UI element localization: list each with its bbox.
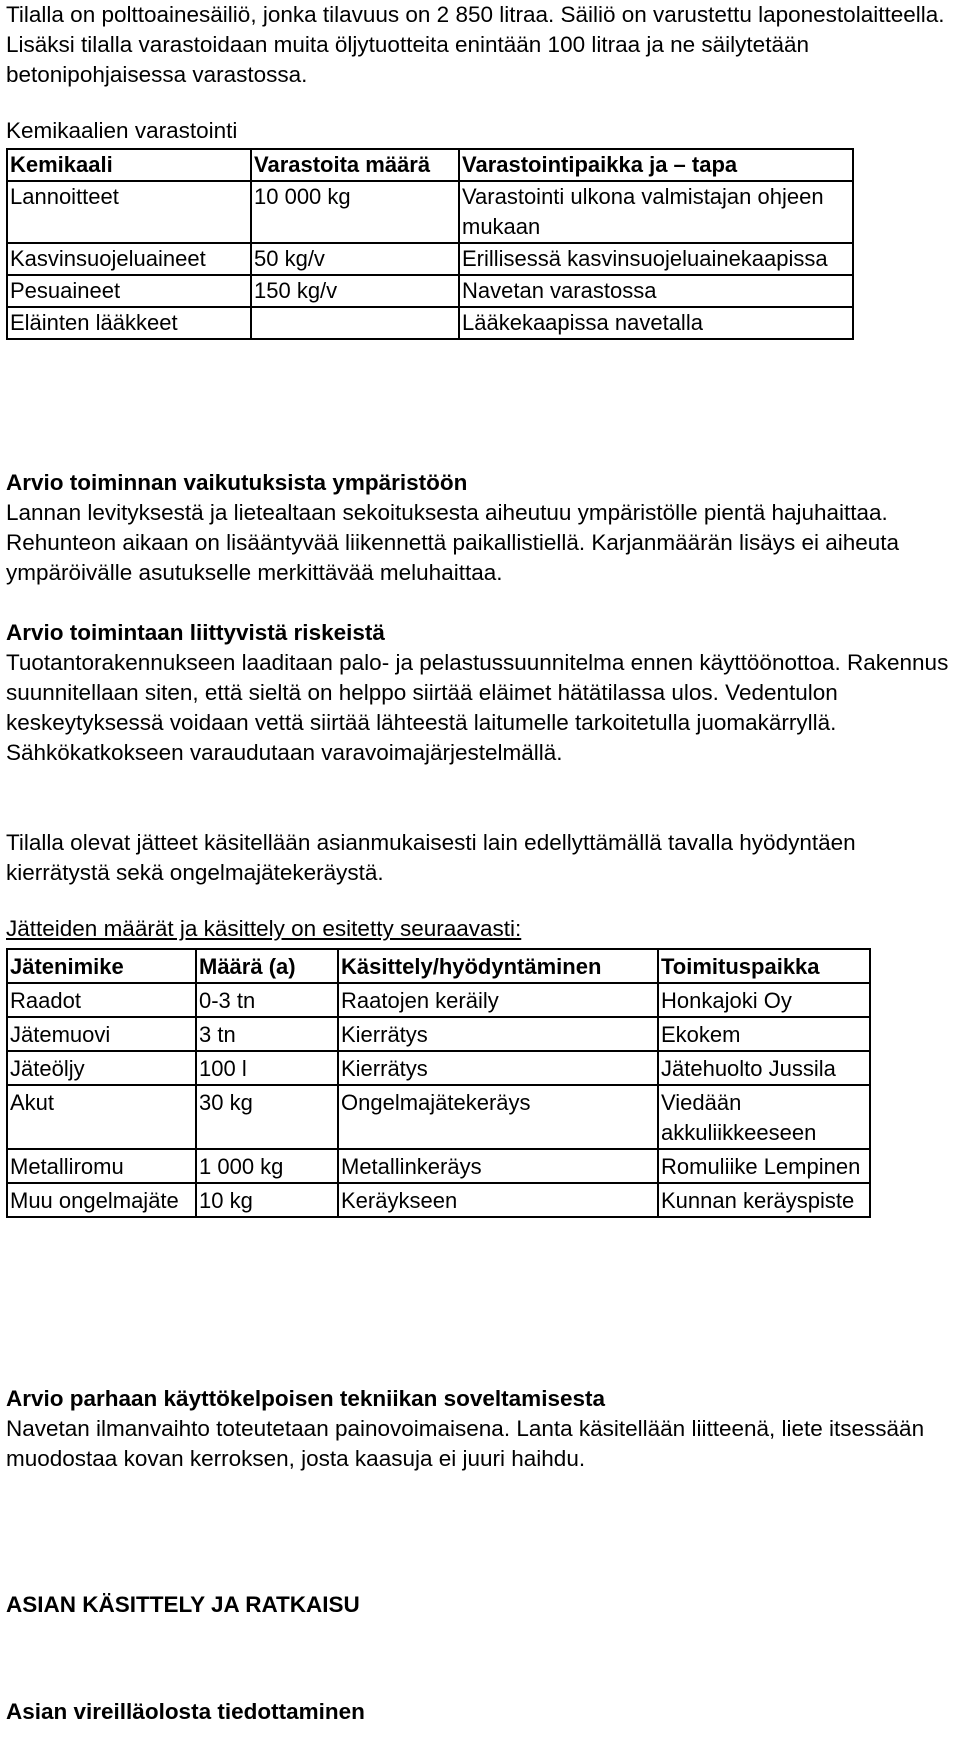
table-cell: Kierrätys	[338, 1017, 658, 1051]
waste-table	[6, 948, 871, 1218]
table-header-row	[7, 949, 870, 983]
table-cell	[251, 307, 459, 339]
impact-heading: Arvio toiminnan vaikutuksista ympäristöön	[6, 470, 468, 495]
waste-intro-section	[6, 828, 954, 888]
column-header: Varastoita määrä	[251, 149, 459, 181]
table-cell: Erillisessä kasvinsuojeluainekaapissa	[459, 243, 853, 275]
table-cell: Pesuaineet	[7, 275, 251, 307]
table-cell: Varastointi ulkona valmistajan ohjeen mukaan	[459, 181, 853, 243]
table-cell: 1 000 kg	[196, 1149, 338, 1183]
impact-section	[6, 468, 954, 588]
table-cell: 50 kg/v	[251, 243, 459, 275]
risks-paragraph: Tuotantorakennukseen laaditaan palo- ja pelastussuunnitelma ennen käyttöönottoa. Rakennus suunnitellaan siten, että sieltä on helppo siirtää eläimet hätätilassa ulos. Vedentulon keskeytyksessä voidaan vettä siirtää lähteestä laitumelle tarkoitetulla juomakärryllä. Sähkökatkokseen varaudutaan varavoimajärjestelmällä.	[6, 650, 949, 765]
chemicals-table	[6, 148, 854, 340]
column-header: Käsittely/hyödyntäminen	[338, 949, 658, 983]
table-row	[7, 181, 853, 243]
table-cell: 10 000 kg	[251, 181, 459, 243]
table-cell: Muu ongelmajäte	[7, 1183, 196, 1217]
table-row	[7, 307, 853, 339]
waste-intro-paragraph: Tilalla olevat jätteet käsitellään asianmukaisesti lain edellyttämällä tavalla hyödyntäen kierrätystä sekä ongelmajätekeräystä.	[6, 830, 856, 885]
risks-heading: Arvio toimintaan liittyvistä riskeistä	[6, 620, 385, 645]
table-cell: 150 kg/v	[251, 275, 459, 307]
table-cell: Keräykseen	[338, 1183, 658, 1217]
table-row	[7, 1051, 870, 1085]
table-row	[7, 275, 853, 307]
table-cell: Jätehuolto Jussila	[658, 1051, 870, 1085]
table-row	[7, 1085, 870, 1149]
column-header: Määrä (a)	[196, 949, 338, 983]
table-row	[7, 983, 870, 1017]
table-row	[7, 1017, 870, 1051]
table-cell: Kunnan keräyspiste	[658, 1183, 870, 1217]
table-cell: 100 l	[196, 1051, 338, 1085]
table-row	[7, 1149, 870, 1183]
table-cell: Raatojen keräily	[338, 983, 658, 1017]
table-cell: 30 kg	[196, 1085, 338, 1149]
table-header-row	[7, 149, 853, 181]
table-cell: Jäteöljy	[7, 1051, 196, 1085]
table-row	[7, 243, 853, 275]
table-cell: Jätemuovi	[7, 1017, 196, 1051]
sub-heading: Asian vireilläolosta tiedottaminen	[6, 1699, 365, 1724]
table-cell: Raadot	[7, 983, 196, 1017]
column-header: Jätenimike	[7, 949, 196, 983]
column-header: Varastointipaikka ja – tapa	[459, 149, 853, 181]
table-cell: Kierrätys	[338, 1051, 658, 1085]
waste-table-caption: Jätteiden määrät ja käsittely on esitetty seuraavasti:	[6, 916, 522, 941]
column-header: Toimituspaikka	[658, 949, 870, 983]
table-cell: Navetan varastossa	[459, 275, 853, 307]
risks-section	[6, 618, 954, 768]
bat-section	[6, 1384, 954, 1474]
table-cell: Ekokem	[658, 1017, 870, 1051]
section-heading: ASIAN KÄSITTELY JA RATKAISU	[6, 1592, 360, 1617]
table-cell: Akut	[7, 1085, 196, 1149]
bat-paragraph: Navetan ilmanvaihto toteutetaan painovoimaisena. Lanta käsitellään liitteenä, liete itsessään muodostaa kovan kerroksen, josta kaasuja ei juuri haihdu.	[6, 1416, 925, 1471]
impact-paragraph: Lannan levityksestä ja lietealtaan sekoituksesta aiheutuu ympäristölle pientä hajuhaittaa. Rehunteon aikaan on lisääntyvää liikennettä paikallistiellä. Karjanmäärän lisäys ei aiheuta ympäröivälle asutukselle merkittävää meluhaittaa.	[6, 500, 900, 585]
table-cell: 10 kg	[196, 1183, 338, 1217]
table-row	[7, 1183, 870, 1217]
intro-paragraph: Tilalla on polttoainesäiliö, jonka tilavuus on 2 850 litraa. Säiliö on varustettu laponestolaitteella. Lisäksi tilalla varastoidaan muita öljytuotteita enintään 100 litraa ja ne säilytetään betonipohjaisessa varastossa.	[6, 2, 945, 87]
table-cell: Viedään akkuliikkeeseen	[658, 1085, 870, 1149]
table-cell: Metallinkeräys	[338, 1149, 658, 1183]
table-cell: Honkajoki Oy	[658, 983, 870, 1017]
table-cell: Kasvinsuojeluaineet	[7, 243, 251, 275]
table-cell: 3 tn	[196, 1017, 338, 1051]
bat-heading: Arvio parhaan käyttökelpoisen tekniikan soveltamisesta	[6, 1386, 605, 1411]
table-cell: Ongelmajätekeräys	[338, 1085, 658, 1149]
table-cell: Lannoitteet	[7, 181, 251, 243]
table-cell: Eläinten lääkkeet	[7, 307, 251, 339]
column-header: Kemikaali	[7, 149, 251, 181]
table-cell: Lääkekaapissa navetalla	[459, 307, 853, 339]
table-cell: Romuliike Lempinen	[658, 1149, 870, 1183]
table-cell: 0-3 tn	[196, 983, 338, 1017]
table-cell: Metalliromu	[7, 1149, 196, 1183]
waste-caption-wrap	[6, 914, 954, 944]
chem-table-caption: Kemikaalien varastointi	[6, 118, 238, 143]
